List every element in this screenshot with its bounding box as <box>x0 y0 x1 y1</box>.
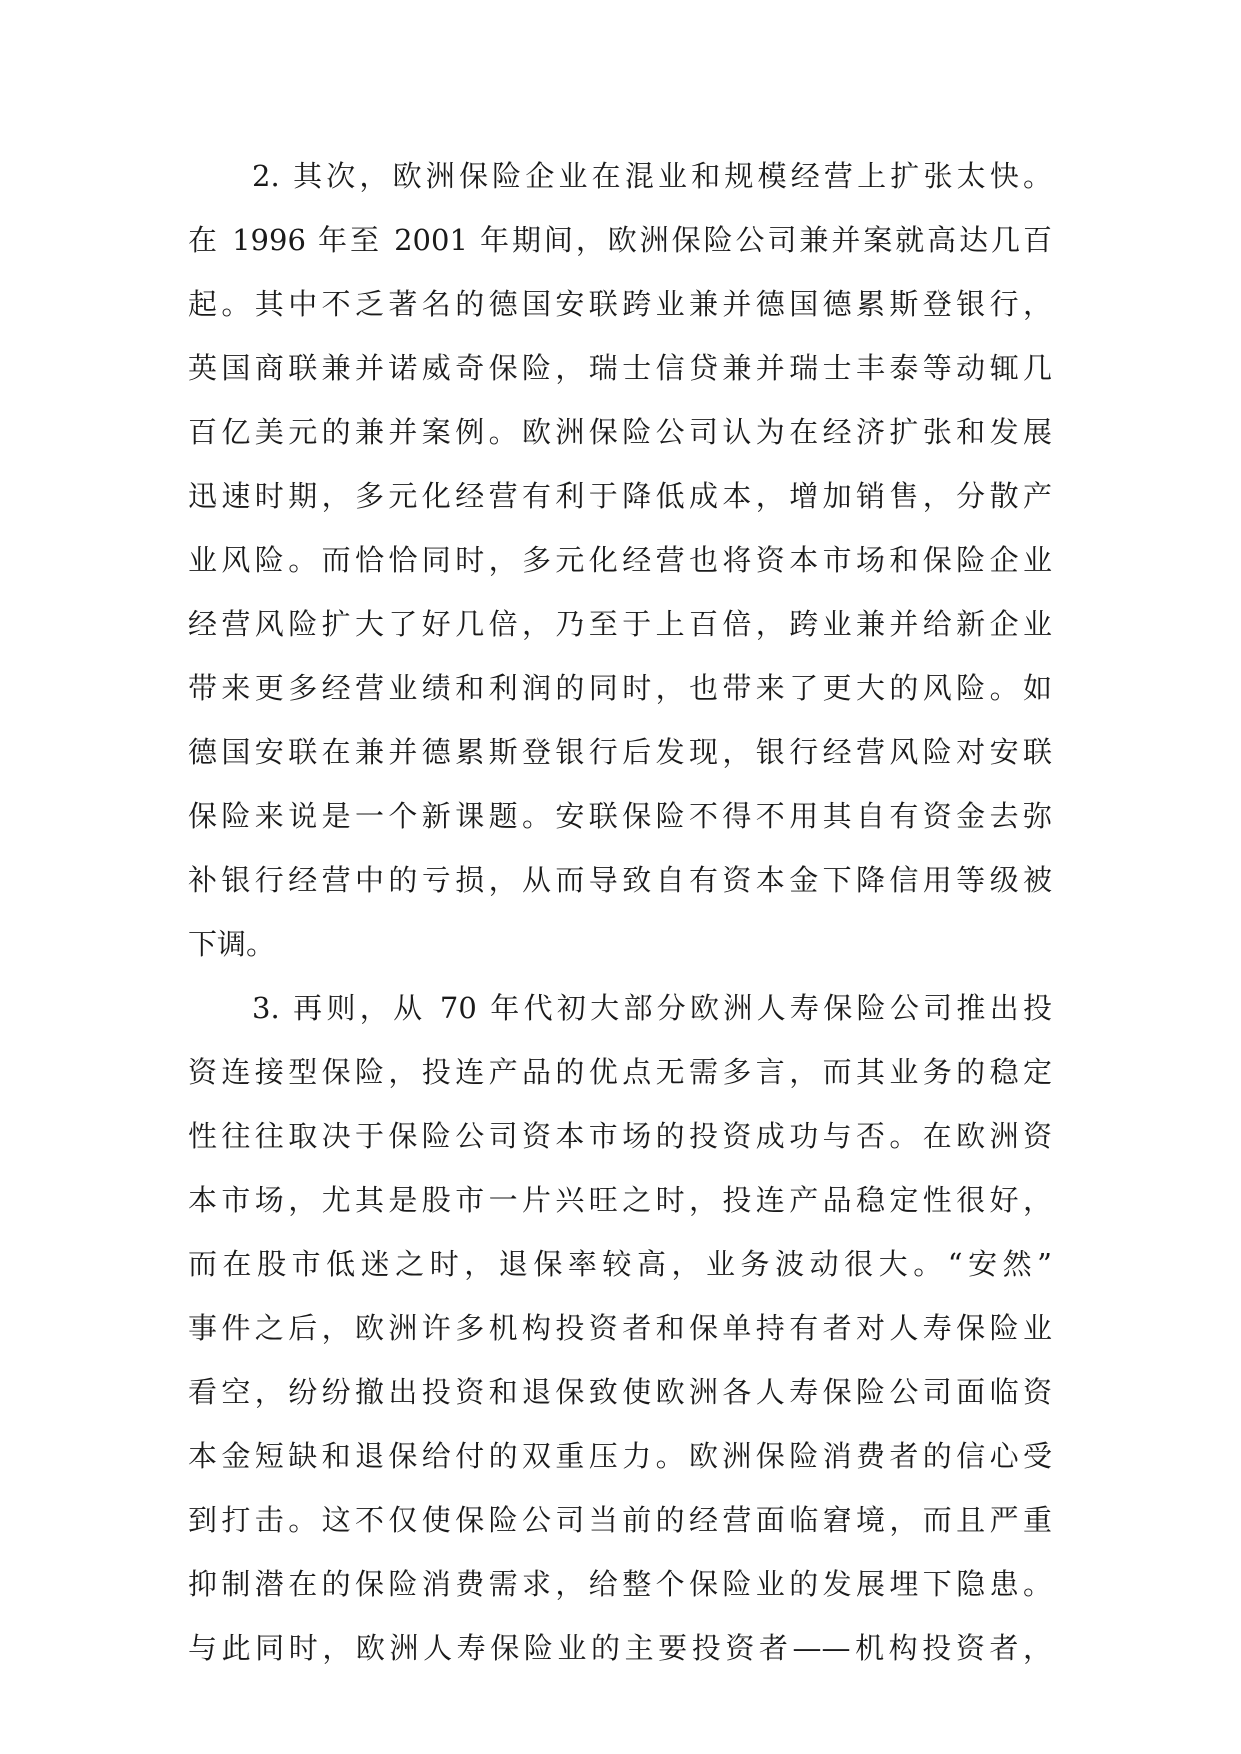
paragraph-line: 保险来说是一个新课题。安联保险不得不用其自有资金去弥 <box>188 799 1052 833</box>
paragraph-line: 性往往取决于保险公司资本市场的投资成功与否。在欧洲资 <box>188 1119 1052 1153</box>
paragraph-line: 德国安联在兼并德累斯登银行后发现，银行经营风险对安联 <box>188 735 1052 769</box>
paragraph-line: 抑制潜在的保险消费需求，给整个保险业的发展埋下隐患。 <box>188 1567 1052 1601</box>
paragraph-line: 3. 再则，从 70 年代初大部分欧洲人寿保险公司推出投 <box>252 991 1052 1025</box>
paragraph-line: 补银行经营中的亏损，从而导致自有资本金下降信用等级被 <box>188 863 1052 897</box>
paragraph-line: 迅速时期，多元化经营有利于降低成本，增加销售，分散产 <box>188 479 1052 513</box>
paragraph-line: 到打击。这不仅使保险公司当前的经营面临窘境，而且严重 <box>188 1503 1052 1537</box>
paragraph-line: 下调。 <box>188 927 276 961</box>
paragraph-line: 经营风险扩大了好几倍，乃至于上百倍，跨业兼并给新企业 <box>188 607 1052 641</box>
paragraph-line: 英国商联兼并诺威奇保险，瑞士信贷兼并瑞士丰泰等动辄几 <box>188 351 1052 385</box>
paragraph-line: 在 1996 年至 2001 年期间，欧洲保险公司兼并案就高达几百 <box>188 223 1052 257</box>
paragraph-line: 而在股市低迷之时，退保率较高，业务波动很大。“安然” <box>188 1247 1052 1281</box>
paragraph-line: 带来更多经营业绩和利润的同时，也带来了更大的风险。如 <box>188 671 1052 705</box>
paragraph-line: 起。其中不乏著名的德国安联跨业兼并德国德累斯登银行， <box>188 287 1052 321</box>
paragraph-line: 事件之后，欧洲许多机构投资者和保单持有者对人寿保险业 <box>188 1311 1052 1345</box>
paragraph-line: 看空，纷纷撤出投资和退保致使欧洲各人寿保险公司面临资 <box>188 1375 1052 1409</box>
paragraph-line: 资连接型保险，投连产品的优点无需多言，而其业务的稳定 <box>188 1055 1052 1089</box>
paragraph-line: 百亿美元的兼并案例。欧洲保险公司认为在经济扩张和发展 <box>188 415 1052 449</box>
paragraph-line: 2. 其次，欧洲保险企业在混业和规模经营上扩张太快。 <box>252 159 1052 193</box>
paragraph-line: 与此同时，欧洲人寿保险业的主要投资者——机构投资者， <box>188 1631 1052 1665</box>
paragraph-line: 业风险。而恰恰同时，多元化经营也将资本市场和保险企业 <box>188 543 1052 577</box>
paragraph-line: 本金短缺和退保给付的双重压力。欧洲保险消费者的信心受 <box>188 1439 1052 1473</box>
paragraph-line: 本市场，尤其是股市一片兴旺之时，投连产品稳定性很好， <box>188 1183 1052 1217</box>
